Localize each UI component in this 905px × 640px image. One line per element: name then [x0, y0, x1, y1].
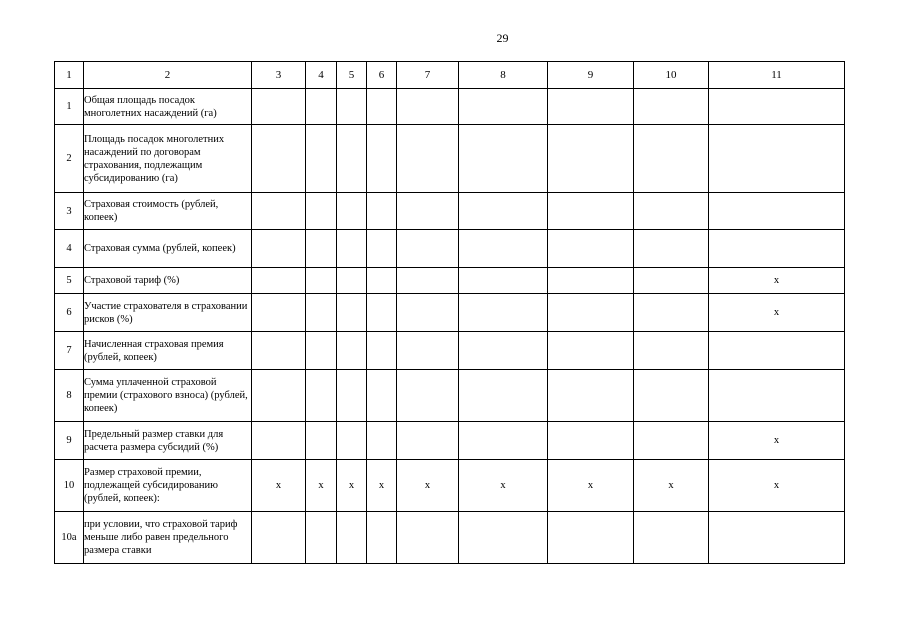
- row-number-cell: 5: [55, 268, 84, 294]
- data-cell: [252, 193, 306, 230]
- row-label-cell: Площадь посадок многолетних насаждений по договорам страхования, подлежащим субсидированию (га): [84, 125, 252, 193]
- data-cell: x: [459, 460, 548, 512]
- row-label-cell: Участие страхователя в страховании рисков (%): [84, 294, 252, 332]
- data-cell: [367, 268, 397, 294]
- data-cell: x: [252, 460, 306, 512]
- row-label-cell: при условии, что страховой тариф меньше либо равен предельного размера ставки: [84, 512, 252, 564]
- header-cell: 10: [634, 62, 709, 89]
- data-cell: [367, 422, 397, 460]
- table-row: [55, 230, 845, 268]
- data-cell: [252, 422, 306, 460]
- data-cell: [634, 193, 709, 230]
- data-cell: [634, 294, 709, 332]
- data-cell: [337, 370, 367, 422]
- table-row: [55, 332, 845, 370]
- data-cell: x: [397, 460, 459, 512]
- data-cell: [548, 512, 634, 564]
- row-label-cell: Общая площадь посадок многолетних насаждений (га): [84, 89, 252, 125]
- header-cell: 11: [709, 62, 845, 89]
- data-cell: [337, 89, 367, 125]
- data-cell: [252, 230, 306, 268]
- data-cell: x: [634, 460, 709, 512]
- data-cell: [306, 268, 337, 294]
- table-row: [55, 460, 845, 512]
- header-cell: 5: [337, 62, 367, 89]
- data-cell: [634, 268, 709, 294]
- data-cell: [459, 422, 548, 460]
- row-number-cell: 4: [55, 230, 84, 268]
- row-label-cell: Страховой тариф (%): [84, 268, 252, 294]
- data-cell: [548, 422, 634, 460]
- data-cell: [548, 294, 634, 332]
- header-cell: 7: [397, 62, 459, 89]
- data-cell: [306, 370, 337, 422]
- data-cell: [337, 294, 367, 332]
- data-cell: x: [306, 460, 337, 512]
- table-row: [55, 193, 845, 230]
- data-cell: [397, 422, 459, 460]
- row-number-cell: 2: [55, 125, 84, 193]
- data-cell: [459, 370, 548, 422]
- data-cell: [548, 230, 634, 268]
- data-cell: [397, 230, 459, 268]
- data-cell: x: [367, 460, 397, 512]
- row-number-cell: 6: [55, 294, 84, 332]
- table-row: [55, 422, 845, 460]
- data-cell: [367, 230, 397, 268]
- data-cell: x: [709, 294, 845, 332]
- row-number-cell: 10: [55, 460, 84, 512]
- data-cell: [252, 268, 306, 294]
- data-cell: [367, 294, 397, 332]
- data-cell: [252, 294, 306, 332]
- row-number-cell: 9: [55, 422, 84, 460]
- row-number-cell: 7: [55, 332, 84, 370]
- row-number-cell: 8: [55, 370, 84, 422]
- data-cell: [709, 230, 845, 268]
- data-cell: [548, 125, 634, 193]
- table-row: [55, 89, 845, 125]
- data-cell: [548, 89, 634, 125]
- row-label-cell: Предельный размер ставки для расчета размера субсидий (%): [84, 422, 252, 460]
- table-row: [55, 294, 845, 332]
- page-number: 29: [496, 31, 509, 45]
- header-cell: 3: [252, 62, 306, 89]
- data-cell: [634, 512, 709, 564]
- data-cell: [709, 193, 845, 230]
- data-cell: [252, 89, 306, 125]
- table-row: [55, 512, 845, 564]
- data-cell: [548, 193, 634, 230]
- data-cell: [634, 125, 709, 193]
- data-cell: x: [709, 460, 845, 512]
- data-cell: [548, 370, 634, 422]
- data-cell: [634, 332, 709, 370]
- data-cell: [306, 294, 337, 332]
- data-cell: [634, 230, 709, 268]
- data-cell: [397, 370, 459, 422]
- header-cell: 8: [459, 62, 548, 89]
- data-cell: [397, 294, 459, 332]
- row-label-cell: Размер страховой премии, подлежащей субсидированию (рублей, копеек):: [84, 460, 252, 512]
- data-cell: [337, 230, 367, 268]
- data-cell: [337, 332, 367, 370]
- row-number-cell: 10а: [55, 512, 84, 564]
- data-cell: [337, 125, 367, 193]
- data-cell: [459, 268, 548, 294]
- data-cell: [709, 332, 845, 370]
- data-cell: [252, 125, 306, 193]
- table-row: [55, 125, 845, 193]
- data-cell: [397, 512, 459, 564]
- data-cell: [306, 89, 337, 125]
- data-cell: [548, 268, 634, 294]
- data-cell: [367, 370, 397, 422]
- data-cell: [367, 89, 397, 125]
- data-cell: [459, 89, 548, 125]
- row-label-cell: Страховая сумма (рублей, копеек): [84, 230, 252, 268]
- data-cell: [367, 512, 397, 564]
- data-cell: [306, 193, 337, 230]
- data-cell: [709, 370, 845, 422]
- data-cell: [709, 512, 845, 564]
- data-cell: [306, 230, 337, 268]
- data-cell: [709, 125, 845, 193]
- data-cell: [548, 332, 634, 370]
- data-cell: [397, 193, 459, 230]
- data-cell: [252, 512, 306, 564]
- table-row: [55, 268, 845, 294]
- data-cell: [397, 268, 459, 294]
- subsidy-table: [54, 61, 845, 564]
- data-cell: [337, 422, 367, 460]
- row-number-cell: 1: [55, 89, 84, 125]
- table-row: [55, 370, 845, 422]
- data-cell: [459, 193, 548, 230]
- row-label-cell: Сумма уплаченной страховой премии (страхового взноса) (рублей, копеек): [84, 370, 252, 422]
- data-cell: [397, 125, 459, 193]
- data-cell: [709, 89, 845, 125]
- data-cell: [306, 332, 337, 370]
- row-label-cell: Страховая стоимость (рублей, копеек): [84, 193, 252, 230]
- data-cell: [397, 332, 459, 370]
- data-cell: [367, 193, 397, 230]
- data-cell: [459, 512, 548, 564]
- data-cell: [337, 512, 367, 564]
- data-cell: [459, 332, 548, 370]
- data-cell: [634, 89, 709, 125]
- data-cell: [459, 230, 548, 268]
- header-cell: 1: [55, 62, 84, 89]
- data-cell: [306, 422, 337, 460]
- data-cell: [459, 294, 548, 332]
- data-cell: [306, 125, 337, 193]
- data-cell: x: [337, 460, 367, 512]
- data-cell: [634, 370, 709, 422]
- row-label-cell: Начисленная страховая премия (рублей, копеек): [84, 332, 252, 370]
- data-cell: [306, 512, 337, 564]
- data-cell: [459, 125, 548, 193]
- data-cell: [634, 422, 709, 460]
- data-cell: x: [709, 268, 845, 294]
- data-cell: [252, 332, 306, 370]
- header-cell: 9: [548, 62, 634, 89]
- data-cell: [337, 268, 367, 294]
- table-header-row: [55, 62, 845, 89]
- data-cell: [367, 332, 397, 370]
- data-cell: x: [709, 422, 845, 460]
- data-cell: [367, 125, 397, 193]
- header-cell: 6: [367, 62, 397, 89]
- data-cell: [252, 370, 306, 422]
- header-cell: 2: [84, 62, 252, 89]
- row-number-cell: 3: [55, 193, 84, 230]
- data-cell: x: [548, 460, 634, 512]
- data-cell: [397, 89, 459, 125]
- header-cell: 4: [306, 62, 337, 89]
- data-cell: [337, 193, 367, 230]
